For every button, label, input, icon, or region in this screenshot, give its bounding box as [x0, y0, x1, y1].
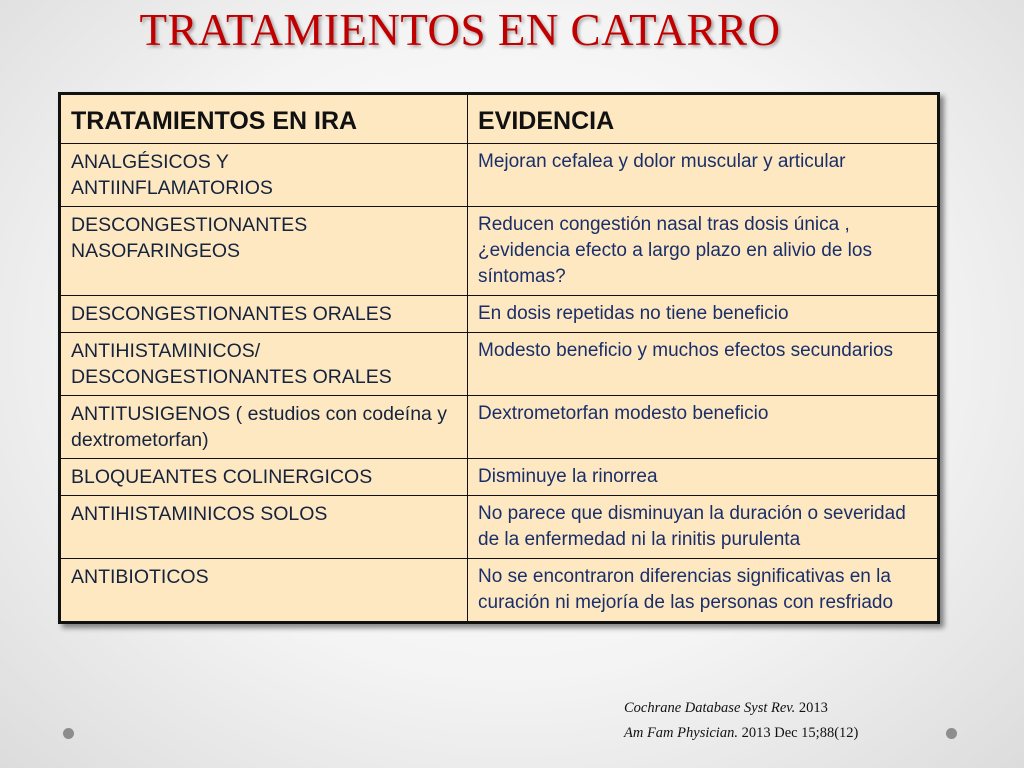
table-row	[60, 459, 939, 496]
treatment-cell: ANTIHISTAMINICOS/ DESCONGESTIONANTES ORALES	[60, 333, 468, 396]
table-row	[60, 496, 939, 559]
table-row	[60, 559, 939, 623]
evidence-cell: Reducen congestión nasal tras dosis única , ¿evidencia efecto a largo plazo en alivio de los síntomas?	[468, 207, 939, 296]
nav-dot-left	[63, 728, 74, 739]
table-header-row	[60, 94, 939, 144]
evidence-cell: Mejoran cefalea y dolor muscular y articular	[468, 144, 939, 207]
treatment-cell: ANTIHISTAMINICOS SOLOS	[60, 496, 468, 559]
treatment-cell: ANTITUSIGENOS ( estudios con codeína y dextrometorfan)	[60, 396, 468, 459]
table-row	[60, 333, 939, 396]
reference-afp	[624, 725, 858, 742]
evidence-cell: En dosis repetidas no tiene beneficio	[468, 296, 939, 333]
table-row	[60, 144, 939, 207]
reference-cochrane	[624, 700, 828, 717]
treatment-cell: DESCONGESTIONANTES ORALES	[60, 296, 468, 333]
evidence-cell: Dextrometorfan modesto beneficio	[468, 396, 939, 459]
slide-title: TRATAMIENTOS EN CATARRO	[139, 5, 781, 55]
reference-detail: 2013 Dec 15;88(12)	[737, 725, 859, 741]
header-evidence: EVIDENCIA	[468, 94, 939, 144]
evidence-cell: Modesto beneficio y muchos efectos secundarios	[468, 333, 939, 396]
table-row	[60, 207, 939, 296]
treatment-cell: ANTIBIOTICOS	[60, 559, 468, 623]
treatment-cell: DESCONGESTIONANTES NASOFARINGEOS	[60, 207, 468, 296]
nav-dot-right	[946, 728, 957, 739]
reference-detail: 2013	[795, 700, 828, 716]
header-treatments: TRATAMIENTOS EN IRA	[60, 94, 468, 144]
reference-journal: Cochrane Database Syst Rev.	[624, 700, 796, 716]
table-row	[60, 296, 939, 333]
treatments-table	[58, 92, 940, 624]
evidence-cell: Disminuye la rinorrea	[468, 459, 939, 496]
table-row	[60, 396, 939, 459]
treatment-cell: ANALGÉSICOS Y ANTIINFLAMATORIOS	[60, 144, 468, 207]
treatment-cell: BLOQUEANTES COLINERGICOS	[60, 459, 468, 496]
evidence-cell: No parece que disminuyan la duración o severidad de la enfermedad ni la rinitis purulenta	[468, 496, 939, 559]
reference-journal: Am Fam Physician.	[624, 725, 738, 741]
evidence-cell: No se encontraron diferencias significativas en la curación ni mejoría de las personas con resfriado	[468, 559, 939, 623]
